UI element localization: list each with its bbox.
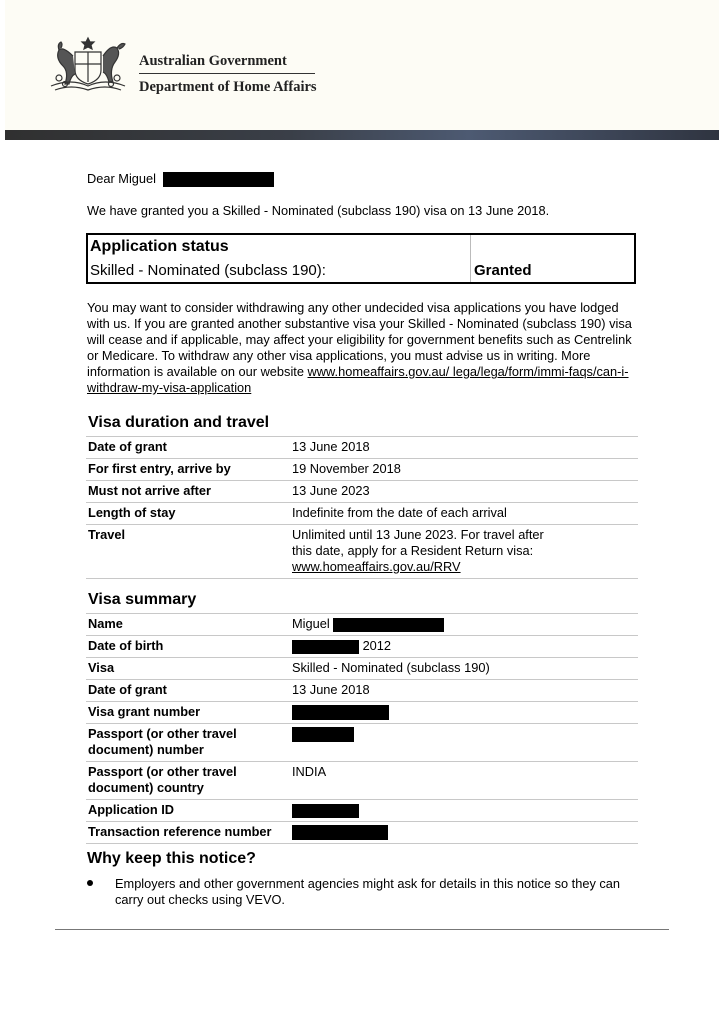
status-value: Granted: [474, 262, 532, 279]
table-row: Must not arrive after 13 June 2023: [86, 481, 638, 503]
table-row: Length of stay Indefinite from the date of each arrival: [86, 503, 638, 525]
table-row: Passport (or other travel document) number: [86, 724, 638, 762]
redaction-block: [333, 618, 444, 632]
summary-section-title: Visa summary: [88, 591, 197, 608]
department-name: Department of Home Affairs: [139, 79, 317, 95]
status-title: Application status: [90, 238, 229, 255]
letterhead: [5, 0, 719, 131]
table-row: Passport (or other travel document) country INDIA: [86, 762, 638, 800]
table-row: Date of birth 2012: [86, 636, 638, 658]
grant-sentence: We have granted you a Skilled - Nominated (subclass 190) visa on 13 June 2018.: [87, 203, 550, 218]
rrv-link[interactable]: www.homeaffairs.gov.au/RRV: [292, 559, 461, 574]
application-status-box: [86, 233, 636, 284]
summary-table: [86, 613, 638, 844]
table-row: For first entry, arrive by 19 November 2018: [86, 459, 638, 481]
table-row: Date of grant 13 June 2018: [86, 680, 638, 702]
table-row: Visa Skilled - Nominated (subclass 190): [86, 658, 638, 680]
table-row: Visa grant number: [86, 702, 638, 724]
footer-divider: [55, 929, 669, 930]
org-divider: [139, 73, 315, 74]
redaction-block: [292, 825, 388, 840]
withdraw-info-link[interactable]: www.homeaffairs.gov.au/ lega/lega/form/immi-faqs/can-i-withdraw-my-visa-application: [87, 364, 629, 395]
redaction-block: [163, 172, 274, 187]
bullet-icon: [87, 880, 93, 886]
status-divider: [470, 235, 471, 282]
duration-table: [86, 436, 638, 579]
table-row: Travel Unlimited until 13 June 2023. For travel after this date, apply for a Resident Return visa: www.homeaffairs.gov.au/RRV: [86, 525, 638, 579]
redaction-block: [292, 705, 389, 720]
redaction-block: [292, 640, 359, 654]
redaction-block: [292, 804, 359, 818]
why-keep-title: Why keep this notice?: [87, 850, 256, 867]
redaction-block: [292, 727, 354, 742]
table-row: Name Miguel: [86, 614, 638, 636]
table-row: Date of grant 13 June 2018: [86, 437, 638, 459]
header-bar: [5, 130, 719, 140]
duration-section-title: Visa duration and travel: [88, 414, 270, 431]
table-row: Application ID: [86, 800, 638, 822]
status-visa: Skilled - Nominated (subclass 190):: [90, 262, 326, 279]
coat-of-arms-icon: [45, 34, 131, 100]
table-row: Transaction reference number: [86, 822, 638, 844]
withdraw-notice: You may want to consider withdrawing any other undecided visa applications you have lodged with us. If you are granted another substantive visa your Skilled - Nominated (subclass 190) visa will cease and if applicable, may affect your eligibility for government benefits such as Centrelink or Medicare. To withdraw any other visa applications, you must advise us in writing. More information is available on our website www.homeaffairs.gov.au/ lega/lega/form/immi-faqs/can-i-withdraw-my-visa-application: [87, 300, 632, 395]
travel-text: Unlimited until 13 June 2023. For travel after this date, apply for a Resident Return visa:: [292, 527, 544, 558]
salutation: Dear Miguel: [87, 171, 274, 187]
org-name: Australian Government: [139, 53, 287, 69]
